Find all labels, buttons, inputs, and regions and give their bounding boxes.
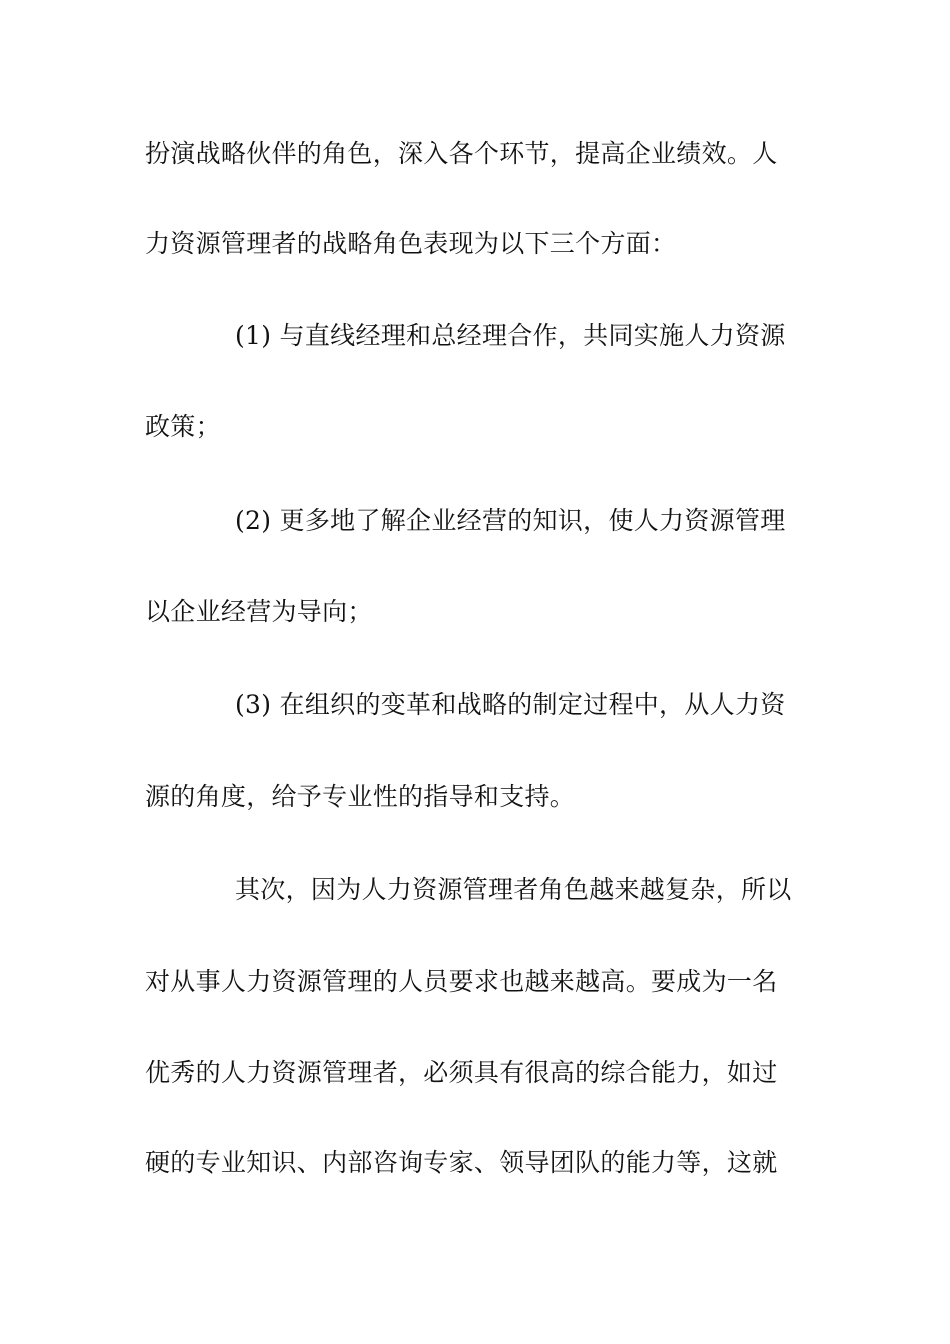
list-item-1-line-1: (1) 与直线经理和总经理合作，共同实施人力资源 [235,321,786,350]
list-item-2-line-1: (2) 更多地了解企业经营的知识，使人力资源管理 [235,506,786,535]
list-item-3-line-1: (3) 在组织的变革和战略的制定过程中，从人力资 [235,690,786,719]
text-line-1: 扮演战略伙伴的角色，深入各个环节，提高企业绩效。人 [145,139,778,168]
list-item-3-line-2: 源的角度，给予专业性的指导和支持。 [145,782,576,811]
paragraph-line-3: 优秀的人力资源管理者，必须具有很高的综合能力，如过 [145,1058,778,1087]
list-item-1-line-2: 政策； [145,412,221,441]
list-item-2-line-2: 以企业经营为导向； [145,597,373,626]
paragraph-line-4: 硬的专业知识、内部咨询专家、领导团队的能力等，这就 [145,1148,778,1177]
text-line-2: 力资源管理者的战略角色表现为以下三个方面： [145,229,677,258]
paragraph-line-2: 对从事人力资源管理的人员要求也越来越高。要成为一名 [145,967,778,996]
paragraph-line-1: 其次，因为人力资源管理者角色越来越复杂，所以 [235,875,792,904]
